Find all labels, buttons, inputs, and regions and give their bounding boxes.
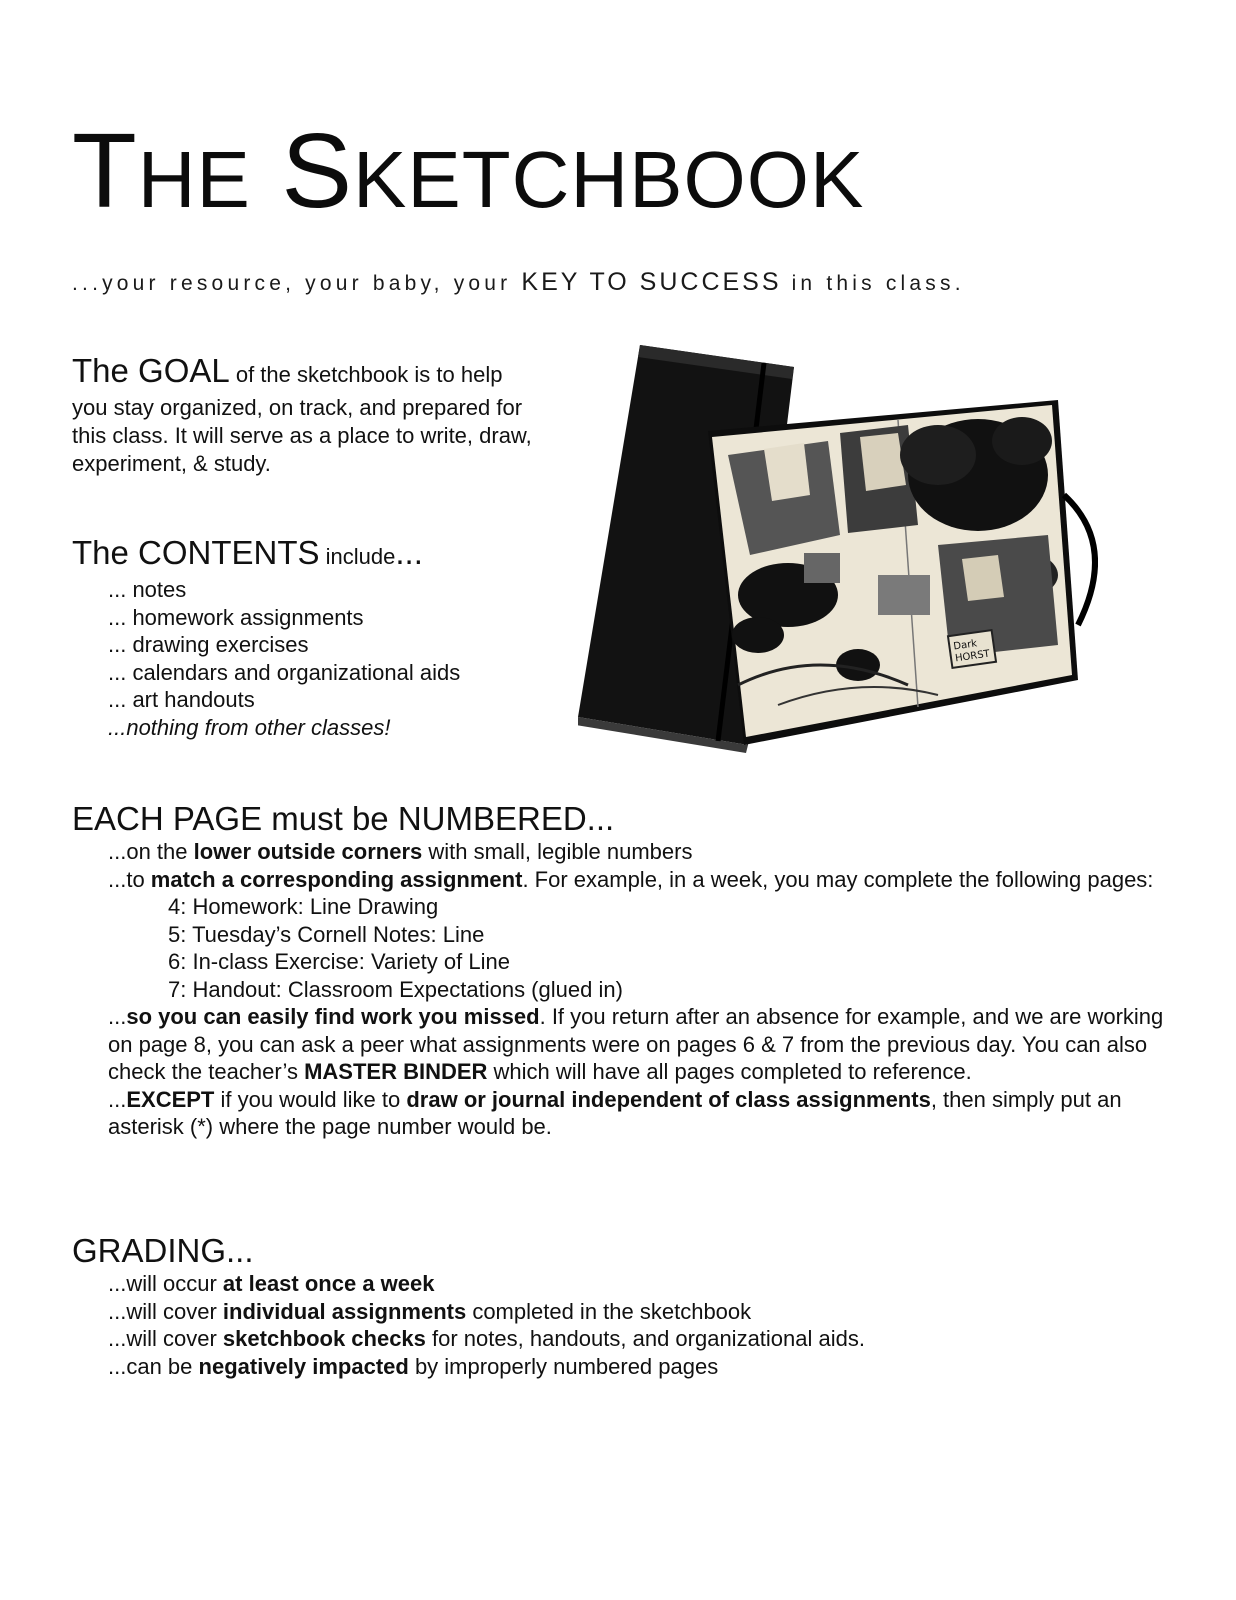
contents-heading: The CONTENTS include...	[72, 534, 423, 571]
list-item: ...nothing from other classes!	[108, 714, 391, 740]
grading-heading: GRADING...	[72, 1232, 254, 1269]
grading-list	[72, 1270, 1172, 1380]
list-item: ...can be negatively impacted by improperly numbered pages	[108, 1353, 719, 1379]
goal-body: you stay organized, on track, and prepared for this class. It will serve as a place to write, draw, experiment, & study.	[72, 395, 532, 476]
contents-list	[72, 576, 542, 741]
list-item: ... calendars and organizational aids	[108, 659, 461, 685]
list-item: ... drawing exercises	[108, 632, 309, 657]
open-sketchbook	[708, 400, 1078, 745]
list-item: 7: Handout: Classroom Expectations (glued in)	[168, 976, 623, 1002]
sign-text-1: Dark	[952, 638, 978, 653]
goal-heading: The GOAL of the sketchbook is to help	[72, 352, 503, 389]
numbering-section	[72, 800, 1172, 1141]
list-item: ...will cover individual assignments completed in the sketchbook	[108, 1298, 752, 1324]
list-item: ...to match a corresponding assignment. For example, in a week, you may complete the following pages:	[108, 866, 1154, 892]
sketchbook-photo	[578, 345, 1098, 755]
goal-section	[72, 352, 542, 478]
page-title: THE SKETCHBOOK	[72, 112, 865, 230]
sign-text-2: HORST	[954, 648, 991, 665]
list-item: ...so you can easily find work you missed. If you return after an absence for example, and we are working on page 8, you can ask a peer what assignments were on pages 6 & 7 from the previous day. You can also check the teacher’s MASTER BINDER which will have all pages completed to reference.	[108, 1004, 1164, 1084]
contents-section	[72, 534, 542, 741]
numbering-heading: EACH PAGE must be NUMBERED...	[72, 800, 615, 837]
list-item: ...EXCEPT if you would like to draw or journal independent of class assignments, then simply put an asterisk (*) where the page number would be.	[108, 1086, 1122, 1139]
list-item: 4: Homework: Line Drawing	[168, 894, 439, 919]
page-subtitle: ...your resource, your baby, your KEY TO SUCCESS in this class.	[72, 268, 965, 296]
list-item: ... notes	[108, 577, 187, 602]
list-item: ... homework assignments	[108, 604, 364, 630]
list-item: ...on the lower outside corners with small, legible numbers	[108, 839, 693, 864]
list-item: 6: In-class Exercise: Variety of Line	[168, 949, 510, 974]
numbering-list	[72, 838, 1172, 1141]
list-item: ...will occur at least once a week	[108, 1271, 435, 1296]
grading-section	[72, 1232, 1172, 1380]
list-item: 5: Tuesday’s Cornell Notes: Line	[168, 921, 485, 947]
list-item: ... art handouts	[108, 687, 255, 712]
list-item: ...will cover sketchbook checks for notes, handouts, and organizational aids.	[108, 1326, 865, 1351]
